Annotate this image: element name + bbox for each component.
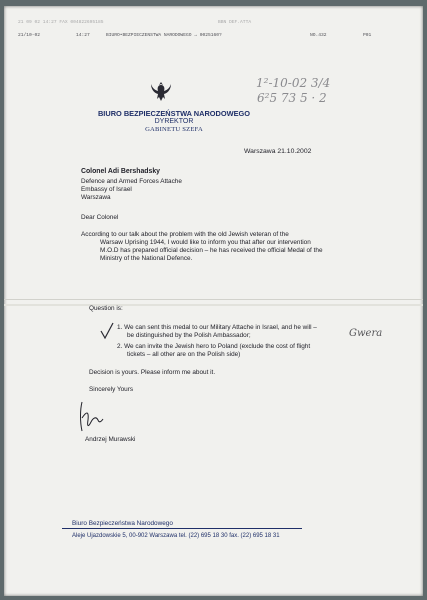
body-line: According to our talk about the problem with the old Jewish veteran of the — [81, 231, 289, 238]
fold-line — [4, 299, 423, 300]
letterhead-office: GABINETU SZEFA — [145, 126, 203, 133]
salutation: Dear Colonel — [81, 214, 119, 221]
footer-rule — [62, 528, 302, 529]
fax-faint-right: BBN DEF.ATTA — [218, 20, 252, 25]
fax-number: NO.432 — [310, 33, 327, 38]
recipient-line: Embassy of Israel — [81, 186, 132, 193]
closing: Sincerely Yours — [89, 386, 134, 393]
letterhead-title: DYREKTOR — [154, 118, 194, 125]
checkmark-icon — [100, 322, 114, 340]
body-line: Warsaw Uprising 1944, I would like to inform you that after our intervention — [100, 239, 311, 246]
recipient-line: Defence and Armed Forces Attache — [81, 178, 182, 185]
recipient-name: Colonel Adi Bershadsky — [81, 168, 161, 175]
decision-line: Decision is yours. Please inform me about it. — [89, 369, 216, 376]
recipient-line: Warszawa — [81, 194, 111, 201]
question-label: Question is: — [89, 305, 123, 312]
option-2-cont: tickets – all other are on the Polish side) — [127, 351, 241, 358]
signatory-name: Andrzej Murawski — [85, 436, 136, 443]
footer-org: Biuro Bezpieczeństwa Narodowego — [72, 520, 173, 527]
handwritten-note-2: 6²5 73 5 · 2 — [257, 91, 327, 105]
place-date: Warszawa 21.10.2002 — [244, 148, 312, 155]
letter-page — [4, 6, 423, 596]
body-line: M.O.D has prepared official decision – he has received the official Medal of the — [100, 247, 323, 254]
fax-faint-left: 21 09 02 14:27 FAX 004822695185 — [18, 20, 104, 25]
fax-page: P01 — [363, 33, 372, 38]
option-1-cont: be distinguished by the Polish Ambassador; — [127, 332, 251, 339]
footer-address: Aleje Ujazdowskie 5, 00-902 Warszawa tel. (22) 695 18 30 fax. (22) 695 18 31 — [72, 533, 280, 539]
body-line: Ministry of the National Defence. — [100, 255, 193, 262]
handwritten-note-1: 1²-10-02 3/4 — [256, 76, 331, 90]
fax-time: 14:27 — [76, 33, 90, 38]
handwritten-margin-note: Gwera — [349, 328, 383, 339]
fold-line — [4, 304, 423, 306]
fax-sender: BIURO•BEZPIECZENSTWA NARODOWEGO → 0025160? — [106, 33, 222, 38]
fax-date: 21/10-02 — [18, 33, 41, 38]
org-name: BIURO BEZPIECZEŃSTWA NARODOWEGO — [97, 109, 251, 118]
signature — [76, 398, 106, 434]
eagle-emblem-icon — [149, 79, 173, 105]
option-2: 2. We can invite the Jewish hero to Poland (exclude the cost of flight — [117, 343, 311, 350]
option-1: 1. We can sent this medal to our Military Attache in Israel, and he will – — [117, 324, 317, 331]
